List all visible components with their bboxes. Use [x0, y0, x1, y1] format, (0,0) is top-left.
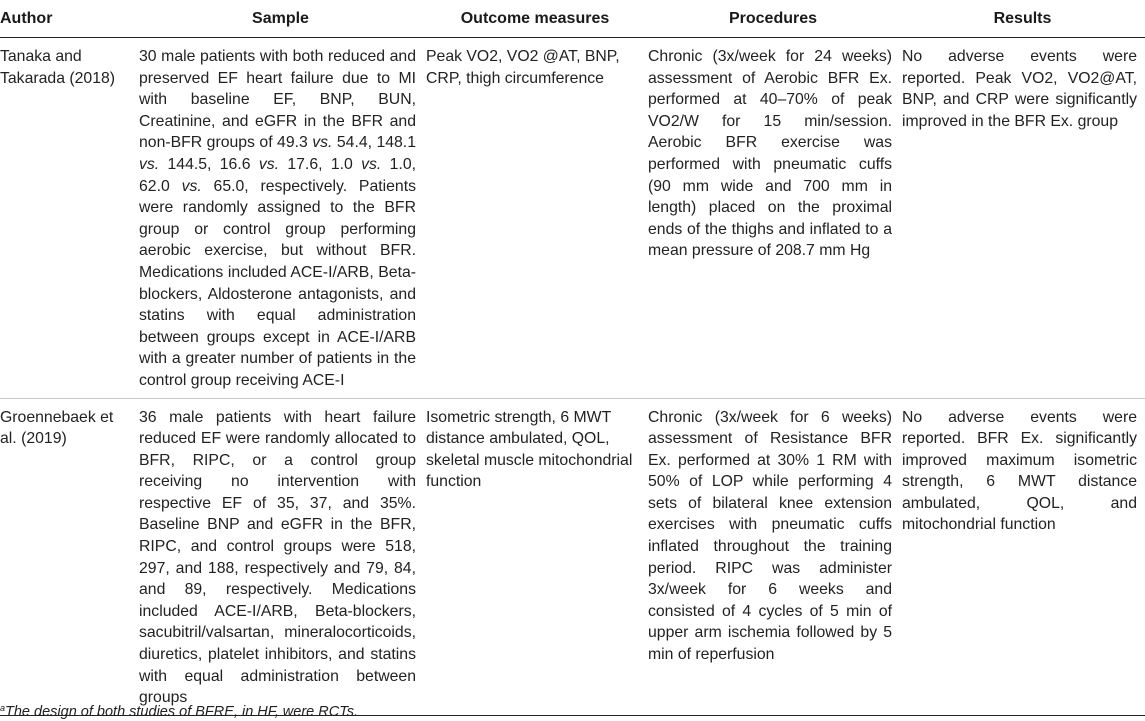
cell-results: No adverse events were reported. Peak VO2, VO2@AT, BNP, and CRP were significantly improved in the BFR Ex. group: [900, 38, 1145, 399]
cell-procedures: Chronic (3x/week for 24 weeks) assessment of Aerobic BFR Ex. performed at 40–70% of peak VO2/W for 15 min/session. Aerobic BFR exercise was performed with pneumatic cuffs (90 mm wide and 700 mm in length) placed on the proximal ends of the thighs and inflated to a mean pressure of 208.7 mm Hg: [646, 38, 900, 399]
versus-abbreviation: vs.: [361, 155, 382, 173]
table-row: [0, 38, 1145, 399]
cell-procedures: Chronic (3x/week for 6 weeks) assessment of Resistance BFR Ex. performed at 30% 1 RM with 50% of LOP while performing 4 sets of bilateral knee extension exercises with pneumatic cuffs inflated throughout the training period. RIPC was administer 3x/week for 6 weeks and consisted of 4 cycles of 5 min of upper arm ischemia followed by 5 min of reperfusion: [646, 398, 900, 715]
table-header-row: [0, 0, 1145, 38]
versus-abbreviation: vs.: [181, 177, 202, 195]
cell-sample: 36 male patients with heart failure reduced EF were randomly allocated to BFR, RIPC, or a control group receiving no intervention with respective EF of 35, 37, and 35%. Baseline BNP and eGFR in the BFR, RIPC, and control groups were 518, 297, and 188, respectively and 79, 84, and 89, respectively. Medications included ACE-I/ARB, Beta-blockers, sacubitril/valsartan, mineralocorticoids, diuretics, platelet inhibitors, and statins with equal administration between groups: [137, 398, 424, 715]
versus-abbreviation: vs.: [258, 155, 280, 173]
footnote-text: The design of both studies of BFRE, in HF, were RCTs.: [5, 704, 359, 720]
cell-outcome-measures: Isometric strength, 6 MWT distance ambulated, QOL, skeletal muscle mitochondrial function: [424, 398, 646, 715]
header-outcome-measures: Outcome measures: [424, 0, 646, 38]
header-author: Author: [0, 0, 137, 38]
versus-abbreviation: vs.: [312, 134, 333, 152]
cell-results: No adverse events were reported. BFR Ex. significantly improved maximum isometric strength, 6 MWT distance ambulated, QOL, and mitochondrial function: [900, 398, 1145, 715]
header-results: Results: [900, 0, 1145, 38]
table-footnote: [0, 703, 358, 721]
cell-author: Groennebaek et al. (2019): [0, 398, 137, 715]
table-row: [0, 398, 1145, 715]
cell-sample: 30 male patients with both reduced and preserved EF heart failure due to MI with baseline EF, BNP, BUN, Creatinine, and eGFR in the BFR and non-BFR groups of 49.3 vs. 54.4, 148.1 vs. 144.5, 16.6 vs. 17.6, 1.0 vs. 1.0, 62.0 vs. 65.0, respectively. Patients were randomly assigned to the BFR group or control group performing aerobic exercise, but without BFR. Medications included ACE-I/ARB, Beta-blockers, Aldosterone antagonists, and statins with equal administration between groups except in ACE-I/ARB with a greater number of patients in the control group receiving ACE-I: [137, 38, 424, 399]
cell-author: Tanaka and Takarada (2018): [0, 38, 137, 399]
versus-abbreviation: vs.: [139, 155, 160, 173]
header-sample: Sample: [137, 0, 424, 38]
footnote-marker: a: [0, 703, 6, 713]
cell-outcome-measures: Peak VO2, VO2 @AT, BNP, CRP, thigh circumference: [424, 38, 646, 399]
header-procedures: Procedures: [646, 0, 900, 38]
